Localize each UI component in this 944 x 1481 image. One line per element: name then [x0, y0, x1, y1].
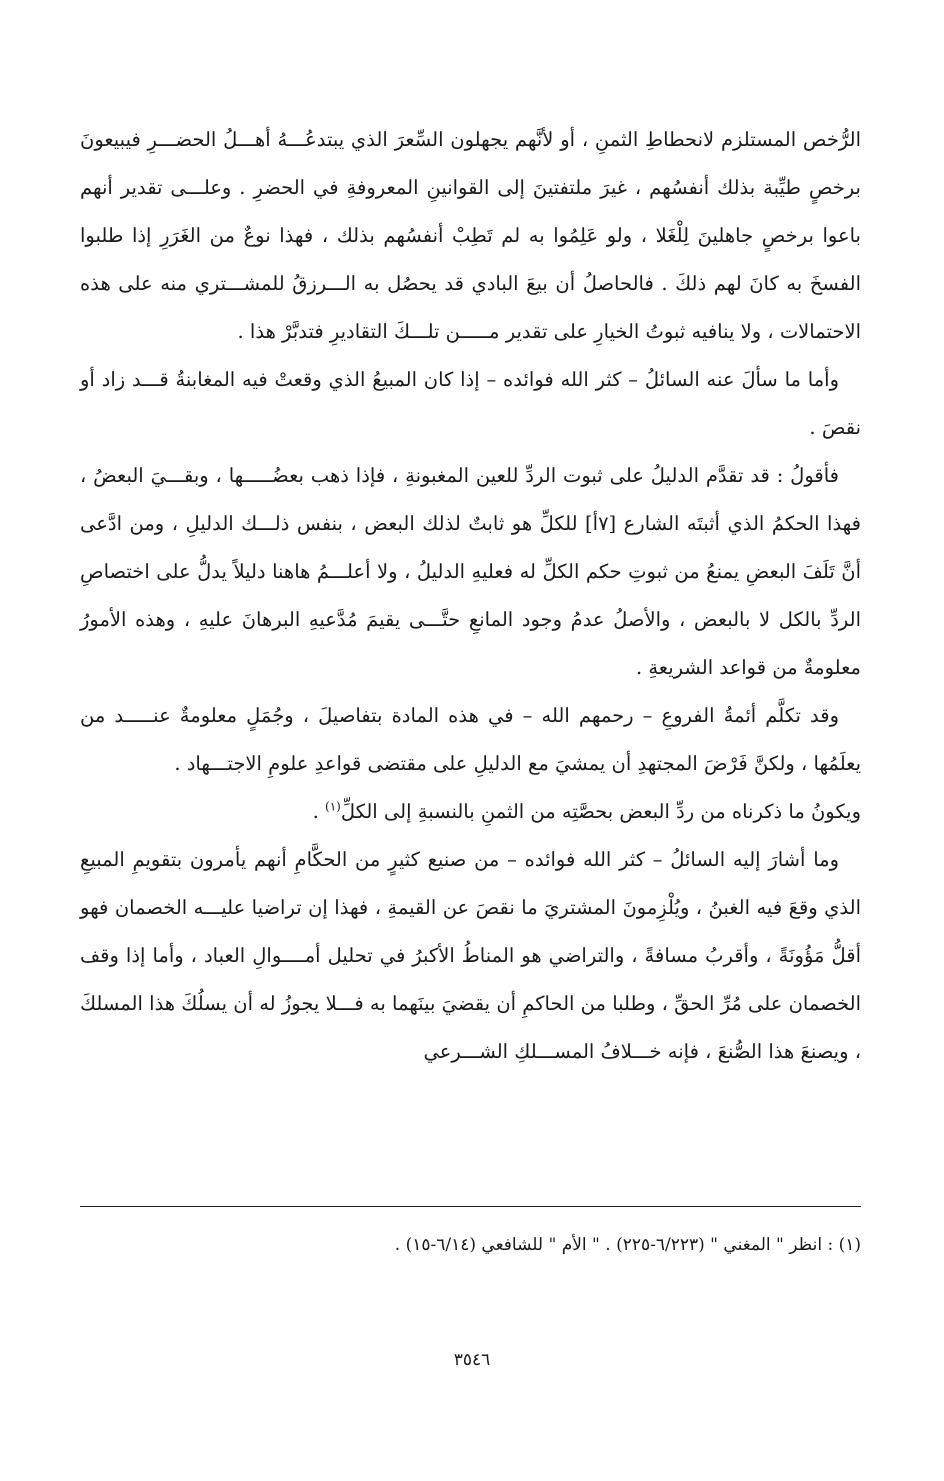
main-text: [80, 116, 861, 1076]
paragraph-5-end: .: [312, 800, 325, 823]
paragraph-3: فأقولُ : قد تقدَّم الدليلُ على ثبوت الردِّ للعين المغبونةِ ، فإذا ذهب بعضُـــــها ، وبقـــيَ البعضُ ، فهذا الحكمُ الذي أثبتَه الشارع [٧أ] للكلِّ هو ثابتٌ لذلك البعض ، بنفس ذلـــك الدليلِ ، ومن ادَّعى أنَّ تَلَفَ البعضِ يمنعُ من ثبوتِ حكم الكلِّ له فعليهِ الدليلُ ، ولا أعلـــمُ هاهنا دليلاً يدلُّ على اختصاصِ الردِّ بالكل لا بالبعض ، والأصلُ عدمُ وجود المانعِ حتَّـــى يقيمَ مُدَّعيهِ البرهانَ عليهِ ، وهذه الأمورُ معلومةٌ من قواعد الشريعةِ .: [80, 464, 861, 679]
paragraph-5-text: ويكونُ ما ذكرناه من ردِّ البعض بحصَّتِه من الثمنِ بالنسبةِ إلى الكلِّ: [340, 800, 861, 823]
page-number: ٣٥٤٦: [453, 1350, 491, 1370]
paragraph-6: وما أشارَ إليه السائلُ – كثر الله فوائده – من صنيع كثيرٍ من الحكَّامِ أنهم يأمرون بتقويمِ المبيعِ الذي وقعَ فيه الغبنُ ، ويُلْزِمونَ المشتريَ ما نقصَ عن القيمةِ ، فهذا إن تراضيا عليـــه الخصمان فهو أقلُّ مَؤُونَةً ، وأقربُ مسافةً ، والتراضي هو المناطُ الأكبرُ في تحليل أمــــوالِ العباد ، وأما إذا وقف الخصمان على مُرِّ الحقِّ ، وطلبا من الحاكمِ أن يقضيَ بينَهما به فـــلا يجوزُ له أن يسلُكَ هذا المسلكَ ، ويصنعَ هذا الصُّنعَ ، فإنه خـــلافُ المســـلكِ الشـــرعي: [80, 848, 861, 1063]
paragraph-4: وقد تكلَّم أئمةُ الفروعِ – رحمهم الله – في هذه المادة بتفاصيلَ ، وجُمَلٍ معلومةٌ عنـــــد من يعلَمُها ، ولكنَّ فَرْضَ المجتهدِ أن يمشيَ مع الدليلِ على مقتضى قواعدِ علومِ الاجتـــهاد .: [80, 704, 861, 775]
footnote: (١) : انظر " المغني " (٦/٢٢٣-٢٢٥) . " الأم " للشافعي (٦/١٤-١٥) .: [394, 1235, 861, 1255]
paragraph-2: وأما ما سألَ عنه السائلُ – كثر الله فوائده – إذا كان المبيعُ الذي وقعتْ فيه المغابنةُ قـــد زاد أو نقصَ .: [80, 368, 861, 439]
footnote-divider: [80, 1206, 861, 1207]
paragraph-5: [80, 788, 861, 836]
paragraph-1: الرُّخص المستلزم لانحطاطِ الثمنِ ، أو لأنَّهم يجهلون السِّعرَ الذي يبتدعُـــهُ أهـــلُ الحضـــرِ فيبيعونَ برخصٍ طيِّبة بذلك أنفسُهم ، غيرَ ملتفتينَ إلى القوانينِ المعروفةِ في الحضرِ . وعلـــى تقدير أنهم باعوا برخصٍ جاهلينَ لِلْغَلا ، ولو عَلِمُوا به لم تَطِبْ أنفسُهم بذلك ، فهذا نوعٌ من الغَرَرِ إذا طلبوا الفسخَ به كانَ لهم ذلكَ . فالحاصلُ أن بيعَ البادي قد يحصُل به الـــرزقُ للمشـــتري منه على هذه الاحتمالات ، ولا ينافيه ثبوتُ الخيارِ على تقدير مـــــن تلـــكَ التقاديرِ فتدبَّرْ هذا .: [80, 128, 861, 343]
footnote-reference: (١): [325, 799, 341, 814]
